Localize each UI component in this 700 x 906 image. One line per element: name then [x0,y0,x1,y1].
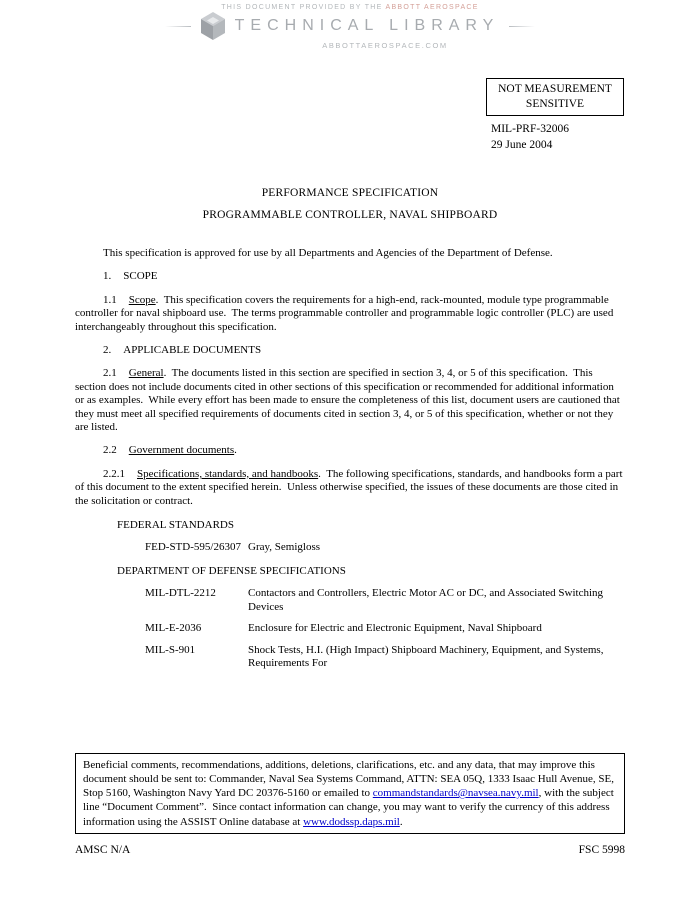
paragraph-2-2 [75,444,625,457]
page-footer [75,844,625,856]
standard-row [145,541,625,554]
approval-paragraph: This specification is approved for use by all Departments and Agencies of the Department of Defense. [103,246,553,259]
page-bottom [75,753,625,856]
banner-right-rule [509,26,535,27]
paragraph-number: 2.1 [103,367,117,380]
specification-description: Shock Tests, H.I. (High Impact) Shipboard Machinery, Equipment, and Systems, Requirements For [248,643,604,669]
standard-description: Gray, Semigloss [248,540,321,553]
comment-text: Beneficial comments, recommendations, additions, deletions, clarifications, etc. and any data, that may improve this document should be sent to: Commander, Naval Sea Systems Command, ATTN: SEA 05Q, 1333 Isaac Hull Avenue, SE, Stop 5160, Washington Navy Yard DC 20376-5160 or emailed to [83,758,617,800]
banner-title-row [0,12,700,40]
paragraph-lead: General [128,367,164,380]
paragraph-lead: Government documents [128,444,235,457]
standard-code: FED-STD-595/26307 [145,540,241,553]
not-measurement-sensitive-box: NOT MEASUREMENT SENSITIVE [486,78,624,116]
fsc-code: FSC 5998 [578,844,625,856]
document-body [75,247,625,671]
specification-description: Enclosure for Electric and Electronic Equipment, Naval Shipboard [248,622,542,635]
section-number: 1. [103,270,112,283]
paragraph-2-1 [75,367,625,434]
paragraph-number: 1.1 [103,293,117,306]
email-link[interactable]: commandstandards@navsea.navy.mil [372,787,539,800]
specification-row [145,587,625,614]
section-title: SCOPE [123,270,158,283]
specification-code: MIL-S-901 [145,643,196,656]
section-1-heading [75,270,625,283]
paragraph-text: . The documents listed in this section are specified in section 3, 4, or 5 of this specification. This section does not include documents cited in other sections of this specification or recommended for additional information or as examples. While every effort has been made to ensure the completeness of this list, document users are cautioned that they must meet all specified requirements of documents cited in section 3, 4, or 5 of this specification, whether or not they are listed. [75,367,623,433]
banner-provided-by [0,4,700,11]
paragraph-text: . [234,444,237,457]
site-banner [0,0,700,50]
specification-subtitle: PROGRAMMABLE CONTROLLER, NAVAL SHIPBOARD [202,208,498,221]
section-title: APPLICABLE DOCUMENTS [123,343,262,356]
paragraph-text: . The following specifications, standards, and handbooks form a part of this document to the extent specified herein. Unless otherwise specified, the issues of these documents are those cited in the solicitation or contract. [75,467,626,507]
banner-left-rule [165,26,191,27]
banner-provided-by-text: THIS DOCUMENT PROVIDED BY THE [221,4,383,11]
specification-title: PERFORMANCE SPECIFICATION [261,186,439,199]
document-date: 29 June 2004 [491,138,553,151]
document-number: MIL-PRF-32006 [491,122,569,135]
specification-row [145,622,625,635]
paragraph-1-1 [75,294,625,334]
paragraph-lead: Specifications, standards, and handbooks [137,467,319,480]
banner-brand-text: ABBOTT AEROSPACE [385,4,479,11]
comment-text: , with the subject line “Document Comment”. Since contact information can change, you may want to verify the currency of this address information using the ASSIST Online database at [83,787,617,828]
banner-url: ABBOTTAEROSPACE.COM [322,41,448,50]
section-number: 2. [103,343,112,356]
paragraph-lead: Scope [128,293,156,306]
specification-code: MIL-E-2036 [145,622,202,635]
section-2-heading [75,344,625,357]
comment-text: . [399,815,403,828]
specification-description: Contactors and Controllers, Electric Motor AC or DC, and Associated Switching Devices [248,587,604,613]
paragraph-number: 2.2.1 [103,467,125,480]
assist-database-link[interactable]: www.dodssp.daps.mil [303,815,400,828]
document-titles [0,187,700,221]
paragraph-2-2-1 [75,468,625,508]
banner-title: TECHNICAL LIBRARY [234,17,500,34]
dod-specifications-heading: DEPARTMENT OF DEFENSE SPECIFICATIONS [117,565,346,578]
paragraph-text: . This specification covers the requirements for a high-end, rack-mounted, module type programmable controller for naval shipboard use. The terms programmable controller and programmable logic controller (PLC) are used interchangeably throughout this specification. [75,293,617,333]
specification-code: MIL-DTL-2212 [145,587,216,600]
technical-library-cube-icon [201,12,225,40]
beneficial-comments-box [75,753,625,834]
document-header-block [486,78,624,151]
specification-row [145,644,625,671]
federal-standards-heading: FEDERAL STANDARDS [117,518,234,531]
paragraph-number: 2.2 [103,444,117,457]
amsc-code: AMSC N/A [75,844,131,856]
